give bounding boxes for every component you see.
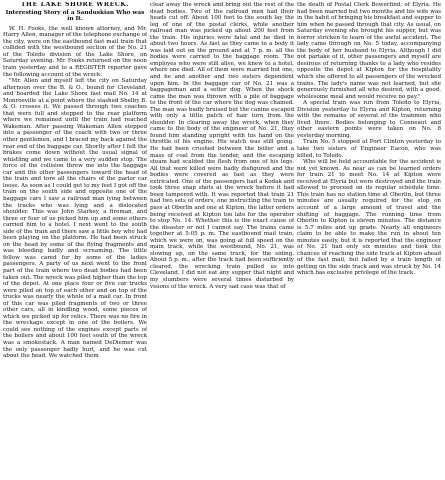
- headline: THE LAKE SHORE WRECK.: [20, 2, 130, 8]
- paragraph: Who will be held accountable for the accident is not yet known. As near as can be learned orders for train 21 to meet No. 14 at Kipton were received at Elyria but were destroyed and the train allowed to proceed on its regular schedule time. This train has no station time at Oberlin, but three minutes are usually required for the stop on account of a large amount of travel and the shifting of baggage. The running time from Oberlin to Kipton is eleven minutes. The distance is 5.7 miles and up grade. Nearly all engineers claim to be able to make the run in about ten minutes easily, but it is reported that the engineer of No. 21 had only six minutes and took the chances of reaching the side track at Kipton ahead of the fast mail, but failed by a train length of getting on the side track and was struck by No. 14 which has exclusive privilege of the track.: [297, 159, 441, 277]
- paragraph: clear away the wreck and bring out the rest of the dead bodies. Two of the railroad men had their heads cut off. About 100 feet to the south lay the leg of one of the postal clerks, while another railroad man was picked up about 200 feet from the train. His injuries were fatal and he died in about two hours. As fast as they came to a body it was laid out on the ground and at 7 p. m. all the bodies were carried to the baggage room. The employes who were still alive, we knew to a hotel, where one died. All of them were married but one, and he and another and two sisters dependent upon him. In the baggage car of No. 21 was a baggageman and a setter dog. When the shock came the man was thrown with a pile of baggage to the front of the car where the dog was chained. The man was badly bruised but the canine escaped with only a little patch of hair torn from the shoulder. In clearing away the wreck, when they came to the body of the engineer of No. 21, they found him standing upright with his hand on the throttle of his engine. His watch was still going. He had been crushed between the boiler and a mass of coal from the tender, and the escaping steam had scalded the flesh from one of his legs. All that were killed were badly disfigured and the bodies were covered as fast as they were extricated. One of the passengers had a Kodak and took three snap shots at the wreck before it had been tampered with. It was reported that train 21 had two sets of orders, one instructing the train to pass at Oberlin and one at Kipton, the latter orders being received at Kipton too late for the operator to stop No. 14. Whether this is the exact cause of the disaster or not I cannot say. The trains came together at 5:05 p. m. The eastbound mail train, which we were on, was going at full speed on the main track, while the westbound, No. 21, was slowing up, on the same track, for the siding. About 5 p. m., after the track had been sufficiently cleared, the wrecking train pulled us into Cleveland. I did not eat any supper that night and my slumbers were several times disturbed by visions of the wreck. A very sad case was that of: [150, 2, 294, 290]
- paragraph: "Mr. Allen and myself left the city on Saturday afternoon over the B. & O., bound for Cleveland, and boarded the Lake Shore fast mail No. 14 at Monroeville at a point where the slashed Shelby B. & O. crosses it. We passed through two coaches that were full and stepped to the rear platform where we remained until the train had reached Wakeman. After passing Wakeman Allen stepped into a passenger of the coach with two or three other gentlemen, and I braced my back against the rear end of the baggage car. Shortly after I felt the brakes come down without the usual signal of whistling and we came to a very sudden stop. The force of the collision threw me into the baggage car and the other passengers toward the head of the train and tore all the chairs of the parlor car loose. As soon as I could get to my feet I got off the train on the south side and opposite one of the baggage cars I saw a railroad man lying between the tracks who was lying and a dislocated shoulder. This was John Starkey, a fireman, and three or four of us picked him up and some others carried him to a hotel. I next went to the south side of the train and there saw a little boy who had been playing on the platform. He had been struck on the head by some of the flying fragments and was bleeding badly and screaming. The little fellow was cared for by some of the ladies passengers. A party of us next went to the front part of the train where two dead bodies had been taken out. The wreck was piled higher than the top of the depot. At one place four or five car trucks were piled on top of each other and on top of the trucks was nearly the whole of a mail car. In front of this car was piled fragments of two or three other cars, all in kindling wood, some pieces of which we picked up for relics. There was no fire in the wreckage except in one of the boilers. We could see nothing of the engines except parts of the boilers and about 100 feet south of the wreck was a smokestack. A man named DeDiemer was the only passenger badly hurt, and he was cut about the head. We watched them: [3, 78, 147, 360]
- article-column-1: [3, 2, 147, 480]
- article-column-2: [150, 2, 294, 480]
- paragraph: W. H. Fooks, the well known attorney, and Mr. Harry Allen, manager of the telephone exchange of the city, were on the eastbound fast mail train that collided with the westbound section of the No. 21 of the Toledo division of the Lake Shore, on Saturday evening. Mr. Fooks returned on the noon train yesterday and to a REGISTER reporter gave the following account of the wreck:: [3, 25, 147, 78]
- paragraph: Train No. 5 stopped at Port Clinton yesterday to take two sisters of Engineer Eacon, who was killed, to Toledo.: [297, 139, 441, 159]
- paragraph: A special train was run from Toledo to Elyria, Division yesterday to Elyria and Kipton, returning with the remains of several of the trainmen who lived there. Bodies belonging to Conneaut and other eastern points were taken on No. 8 yesterday morning.: [297, 100, 441, 139]
- paragraph: the death of Postal Clerk Bowerfind, of Elyria. He had been married but two months and his wife was in the habit of bringing his breakfast and supper to him when he passed through that city. As usual, on Saturday evening she brought his supper, but was horror stricken to learn of the awful accident. The lady came through on No. 5 today, accompanying the body of her husband to Elyria. Although I did not partake of it, other passengers and myself are desirous of returning thanks to a lady who resides opposite the depot at Kipton for the hospitality which she offered to all passengers of the wrecked trains. The lady's name was not learned, but she generously furnished all who desired, with a good, wholesome meal and would receive no pay.": [297, 2, 441, 100]
- subhead: Interesting Story of a Sanduskian Who was in It.: [5, 9, 145, 23]
- article-column-3: [297, 2, 441, 480]
